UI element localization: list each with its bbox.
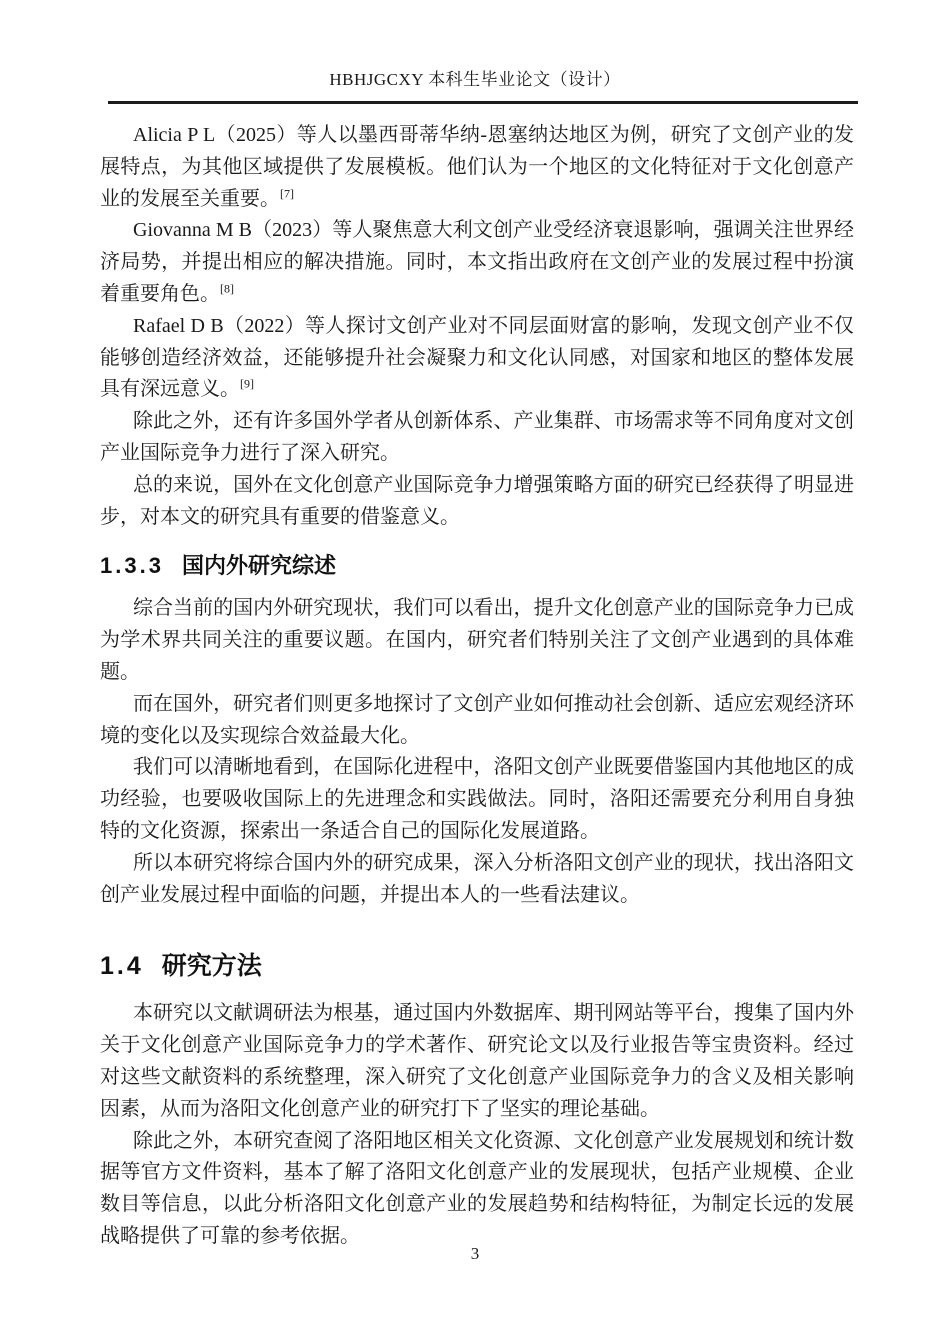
paragraph-text: 所以本研究将综合国内外的研究成果，深入分析洛阳文创产业的现状，找出洛阳文创产业发展过程中面临的问题，并提出本人的一些看法建议。 bbox=[100, 851, 854, 906]
section-title: 研究方法 bbox=[161, 952, 262, 981]
section-heading-1-4 bbox=[100, 951, 854, 981]
paragraph-text: 综合当前的国内外研究现状，我们可以看出，提升文化创意产业的国际竞争力已成为学术界共同关注的重要议题。在国内，研究者们特别关注了文创产业遇到的具体难题。 bbox=[100, 597, 854, 683]
paragraph bbox=[100, 406, 854, 470]
citation-superscript: [7] bbox=[280, 185, 294, 200]
section-title: 国内外研究综述 bbox=[181, 553, 336, 579]
paragraph-text: Giovanna M B（2023）等人聚焦意大利文创产业受经济衰退影响，强调关注世界经济局势，并提出相应的解决措施。同时，本文指出政府在文创产业的发展过程中扮演着重要角色。 bbox=[100, 219, 854, 305]
paragraph-text: Alicia P L（2025）等人以墨西哥蒂华纳-恩塞纳达地区为例，研究了文创产业的发展特点，为其他区域提供了发展模板。他们认为一个地区的文化特征对于文化创意产业的发展至关重要。 bbox=[100, 124, 854, 210]
paragraph-text: 除此之外，还有许多国外学者从创新体系、产业集群、市场需求等不同角度对文创产业国际竞争力进行了深入研究。 bbox=[100, 410, 854, 464]
paragraph bbox=[100, 689, 854, 753]
paragraph bbox=[100, 848, 854, 912]
paragraph bbox=[100, 752, 854, 847]
paragraph bbox=[100, 120, 854, 215]
paragraph-text: 总的来说，国外在文化创意产业国际竞争力增强策略方面的研究已经获得了明显进步，对本文的研究具有重要的借鉴意义。 bbox=[100, 473, 854, 528]
document-body bbox=[100, 104, 854, 1253]
paragraph bbox=[100, 215, 854, 310]
paragraph-text: 除此之外，本研究查阅了洛阳地区相关文化资源、文化创意产业发展规划和统计数据等官方文件资料，基本了解了洛阳文化创意产业的发展现状，包括产业规模、企业数目等信息，以此分析洛阳文化创意产业的发展趋势和结构特征，为制定长远的发展战略提供了可靠的参考依据。 bbox=[100, 1129, 854, 1247]
citation-superscript: [8] bbox=[220, 281, 234, 296]
paragraph-text: Rafael D B（2022）等人探讨文创产业对不同层面财富的影响，发现文创产业不仅能够创造经济效益，还能够提升社会凝聚力和文化认同感，对国家和地区的整体发展具有深远意义。 bbox=[100, 314, 854, 401]
citation-superscript: [9] bbox=[240, 376, 254, 391]
page-header bbox=[0, 0, 950, 90]
section-number: 1.3.3 bbox=[100, 553, 164, 579]
section-number: 1.4 bbox=[100, 952, 144, 981]
paragraph-text: 我们可以清晰地看到，在国际化进程中，洛阳文创产业既要借鉴国内其他地区的成功经验，也要吸收国际上的先进理念和实践做法。同时，洛阳还需要充分利用自身独特的文化资源，探索出一条适合自己的国际化发展道路。 bbox=[100, 756, 854, 842]
section-heading-1-3-3 bbox=[100, 553, 854, 579]
paragraph bbox=[100, 311, 854, 406]
page-footer bbox=[0, 1244, 950, 1264]
paragraph bbox=[100, 470, 854, 534]
page-number: 3 bbox=[470, 1244, 480, 1263]
paragraph bbox=[100, 998, 854, 1125]
paragraph-text: 而在国外，研究者们则更多地探讨了文创产业如何推动社会创新、适应宏观经济环境的变化以及实现综合效益最大化。 bbox=[100, 692, 854, 747]
page-header-title: HBHJGCXY 本科生毕业论文（设计） bbox=[329, 70, 621, 89]
paragraph bbox=[100, 593, 854, 688]
paragraph bbox=[100, 1126, 854, 1253]
paragraph-text: 本研究以文献调研法为根基，通过国内外数据库、期刊网站等平台，搜集了国内外关于文化创意产业国际竞争力的学术著作、研究论文以及行业报告等宝贵资料。经过对这些文献资料的系统整理，深入研究了文化创意产业国际竞争力的含义及相关影响因素，从而为洛阳文化创意产业的研究打下了坚实的理论基础。 bbox=[100, 1002, 854, 1120]
